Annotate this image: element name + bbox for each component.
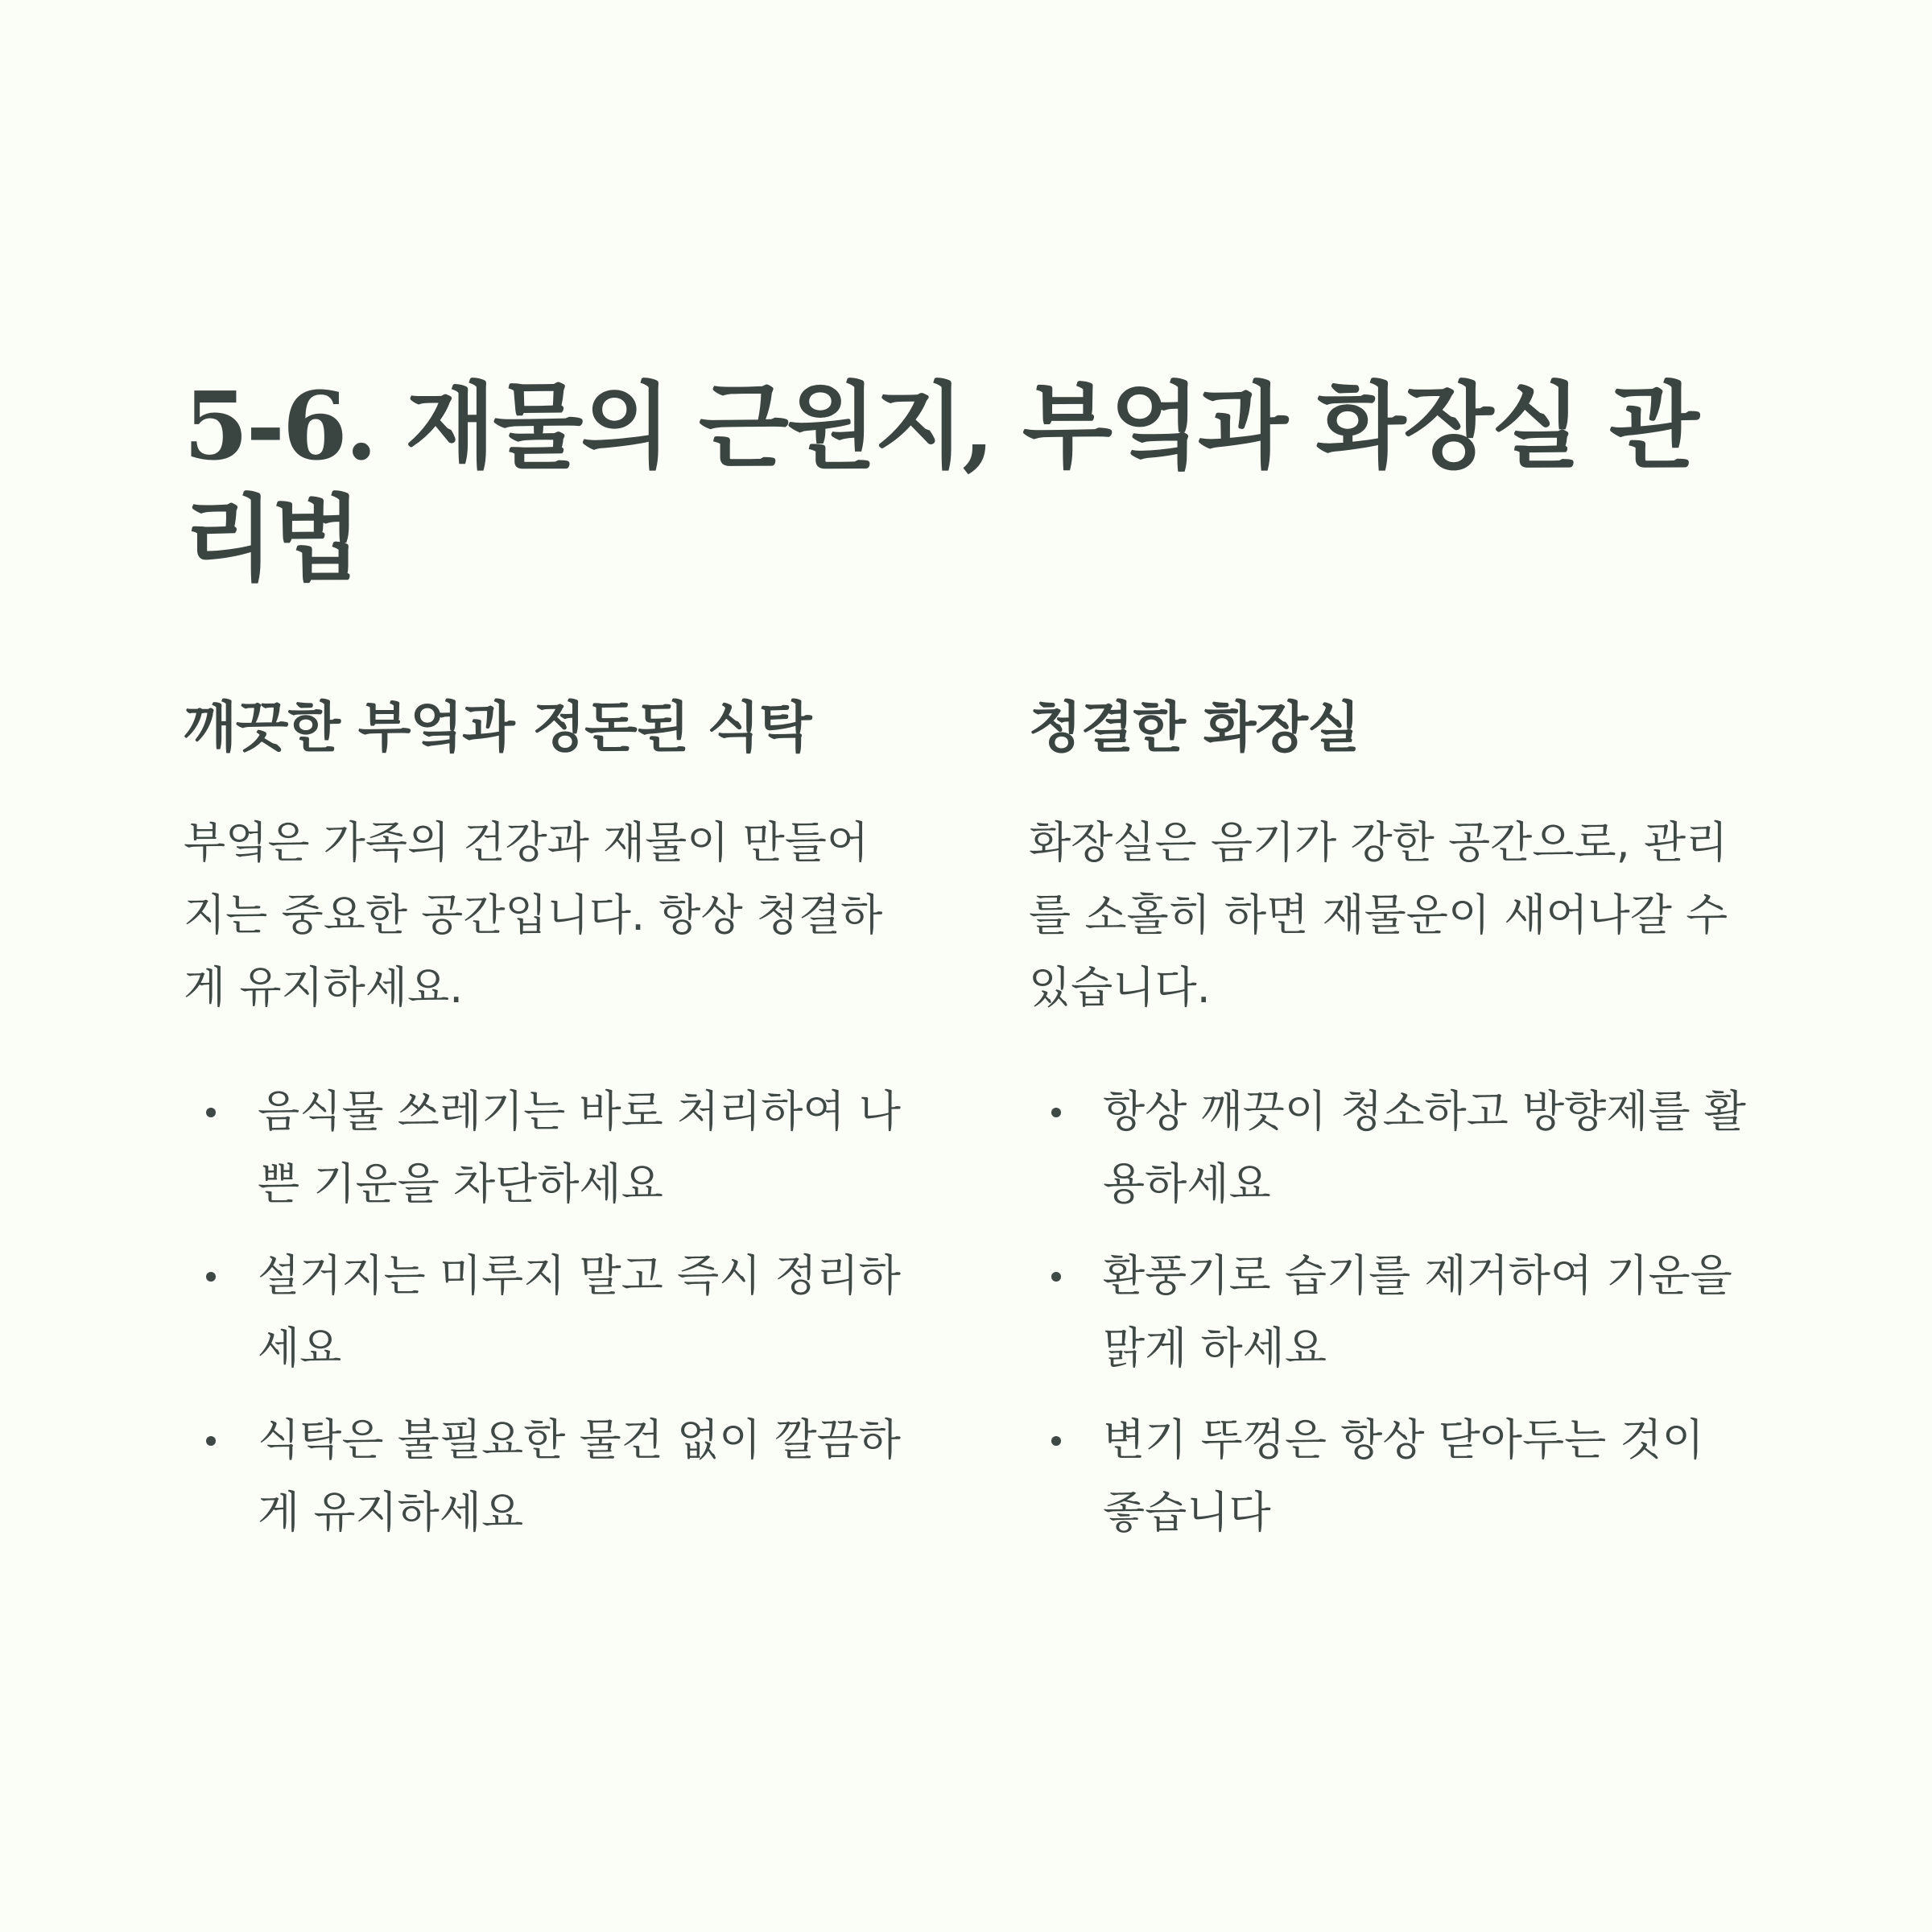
list-item-text: 음식물 쓰레기는 바로 처리하여 나쁜 기운을 차단하세요: [258, 1086, 901, 1209]
list-item-text: 항상 깨끗이 청소하고 방향제를 활용하세요: [1103, 1086, 1746, 1209]
bullet-dot-icon: [206, 1272, 216, 1282]
kitchen-heading: 깨끗한 부엌과 정돈된 식탁: [184, 696, 811, 760]
bathroom-section: [1029, 692, 1753, 1568]
bathroom-bullet-list: [1029, 1075, 1753, 1549]
bathroom-heading: 청결한 화장실: [1029, 696, 1360, 760]
bullet-dot-icon: [1051, 1272, 1061, 1282]
list-item-text: 변기 뚜껑은 항상 닫아두는 것이 좋습니다: [1103, 1414, 1704, 1538]
list-item: [1029, 1404, 1753, 1549]
slide: [184, 370, 1761, 1538]
kitchen-section: [184, 692, 908, 1568]
bullet-dot-icon: [1051, 1108, 1061, 1117]
list-item-text: 환풍기로 습기를 제거하여 기운을 맑게 하세요: [1103, 1250, 1732, 1373]
list-item: [184, 1404, 908, 1549]
page-title: 5-6. 재물의 근원지, 부엌과 화장실 관리법: [184, 372, 1697, 594]
bullet-dot-icon: [1051, 1436, 1061, 1446]
list-item-text: 설거지는 미루지 말고 즉시 정리하세요: [258, 1250, 901, 1373]
kitchen-paragraph: 부엌은 가족의 건강과 재물이 만들어지는 중요한 공간입니다. 항상 청결하게 유지하세요.: [184, 817, 883, 1013]
bathroom-paragraph: 화장실은 음기가 강한 공간으로, 관리를 소홀히 하면 재물운이 새어나갈 수 있습니다.: [1029, 817, 1728, 1013]
list-item-text: 식탁은 불필요한 물건 없이 깔끔하게 유지하세요: [258, 1414, 901, 1538]
list-item: [184, 1075, 908, 1220]
list-item: [184, 1240, 908, 1385]
bullet-dot-icon: [206, 1436, 216, 1446]
bullet-dot-icon: [206, 1108, 216, 1117]
kitchen-bullet-list: [184, 1075, 908, 1549]
list-item: [1029, 1240, 1753, 1385]
list-item: [1029, 1075, 1753, 1220]
